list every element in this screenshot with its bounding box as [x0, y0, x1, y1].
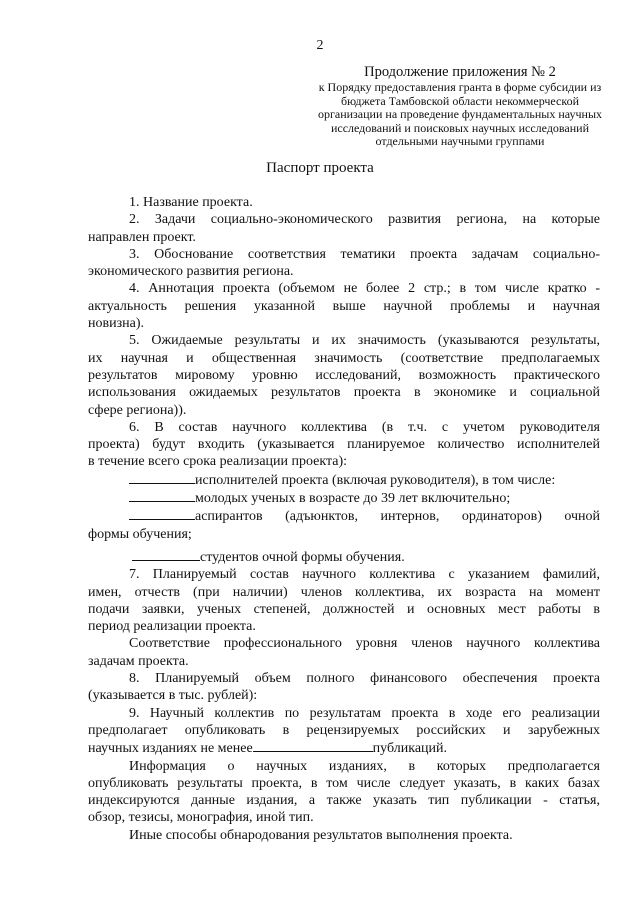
item-6-line: 6. В состав научного коллектива (в т.ч. с учетом руководителя [129, 419, 600, 435]
item-2-line: направлен проект. [88, 229, 196, 245]
item-3-line: экономического развития региона. [88, 264, 294, 280]
item-3-line: 3. Обоснование соответствия тематики проекта задачам социально- [129, 246, 600, 262]
item-6-sub-students: студентов очной формы обучения. [88, 548, 600, 566]
item-2-line: 2. Задачи социально-экономического развития региона, на которые [129, 212, 600, 228]
blank-field [132, 548, 200, 561]
appendix-line: бюджета Тамбовской области некоммерческой [340, 93, 580, 108]
appendix-line: исследований и поисковых научных исследований [330, 120, 590, 135]
item-7-line: подачи заявки, ученых степеней, должностей и основных мест работы в [88, 601, 600, 617]
item-7-line: период реализации проекта. [88, 619, 256, 635]
item-7-line: имен, отчеств (при наличии) членов коллектива, их возраста на момент [88, 584, 600, 600]
appendix-line: организации на проведение фундаментальных научных [317, 107, 603, 121]
document-body [88, 194, 600, 844]
item-4-line: новизна). [88, 316, 144, 332]
item-5-line: сфере региона)). [88, 402, 187, 418]
item-7b-line: задачам проекта. [88, 653, 189, 669]
item-8-line: 8. Планируемый объем полного финансового обеспечения проекта [129, 671, 600, 687]
appendix-line: отдельными научными группами [375, 134, 545, 148]
item-5-line: результатов мировому уровню исследований, возможность практического [88, 367, 600, 383]
blank-field [253, 739, 373, 752]
item-9b-line: обзор, тезисы, монография, иной тип. [88, 810, 314, 826]
item-9-line: научных изданиях не менее публикаций. [88, 741, 448, 757]
item-6-sub-executors: исполнителей проекта (включая руководителя), в том числе: [88, 471, 600, 489]
item-6-sub-young: молодых ученых в возрасте до 39 лет включительно; [88, 489, 600, 507]
document-title: Паспорт проекта [266, 160, 374, 176]
blank-field [129, 471, 195, 484]
item-5-line: 5. Ожидаемые результаты и их значимость (указываются результаты, [129, 333, 600, 349]
item-9-line: 9. Научный коллектив по результатам проекта в ходе его реализации [129, 705, 600, 721]
item-4-line: 4. Аннотация проекта (объемом не более 2 стр.; в том числе кратко - [129, 281, 600, 297]
item-6-line: формы обучения; [88, 526, 192, 542]
item-6-line: в течение всего срока реализации проекта): [88, 454, 348, 470]
item-5-line: их научная и общественная значимость (соответствие предполагаемых [88, 350, 600, 366]
appendix-line: к Порядку предоставления гранта в форме субсидии из [318, 80, 602, 94]
item-8-line: (указывается в тыс. рублей): [88, 688, 258, 704]
appendix-title: Продолжение приложения № 2 [364, 64, 556, 80]
item-5-line: использования ожидаемых результатов проекта в экономике и социальной [88, 385, 600, 401]
item-7b-line: Соответствие профессионального уровня членов научного коллектива [129, 636, 600, 652]
item-7-line: 7. Планируемый состав научного коллектива с указанием фамилий, [129, 567, 600, 583]
blank-field [129, 489, 195, 502]
item-6-sub-postgrad: аспирантов (адъюнктов, интернов, ординаторов) очной [88, 507, 600, 525]
item-9-line: предполагает опубликовать в рецензируемых российских и зарубежных [88, 722, 600, 738]
item-4-line: актуальность решения указанной выше научной проблемы и научная [88, 298, 600, 314]
blank-field [129, 507, 195, 520]
item-9b-line: опубликовать результаты проекта, в том числе следует указать, в каких базах [88, 775, 600, 791]
appendix-header [300, 64, 620, 149]
page-number: 2 [316, 38, 324, 53]
item-10-line: Иные способы обнародования результатов выполнения проекта. [129, 827, 513, 843]
item-9b-line: Информация о научных изданиях, в которых предполагается [129, 758, 600, 774]
item-9b-line: индексируются данные издания, а также указать тип публикации - статья, [88, 793, 600, 809]
item-6-line: проекта) будут входить (указывается планируемое количество исполнителей [88, 437, 600, 453]
item-1: 1. Название проекта. [129, 195, 253, 210]
